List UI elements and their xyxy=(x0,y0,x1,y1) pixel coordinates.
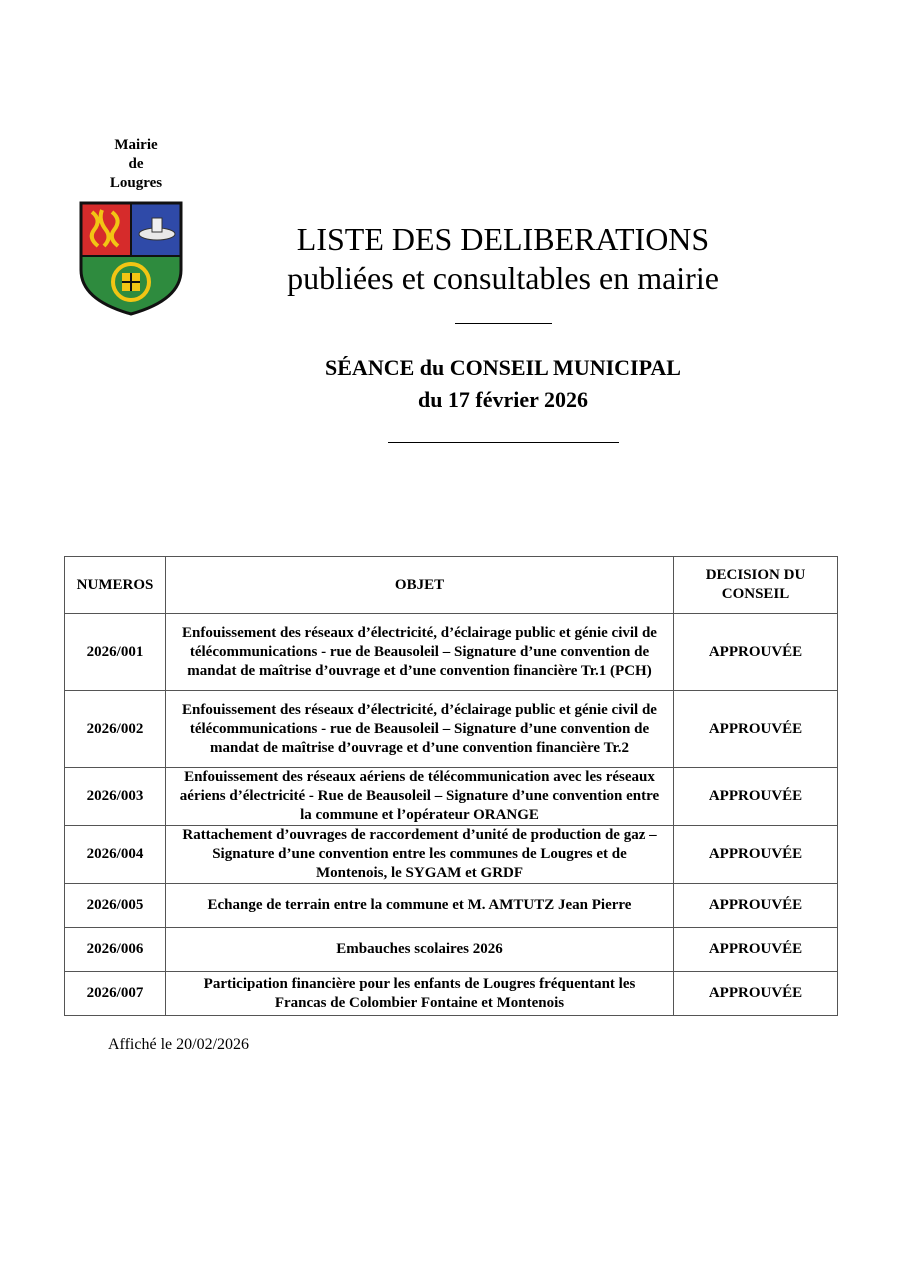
mairie-line-2: de xyxy=(128,156,144,172)
row-numero: 2026/006 xyxy=(65,928,166,972)
row-numero: 2026/003 xyxy=(65,768,166,826)
row-numero: 2026/001 xyxy=(65,614,166,691)
row-objet: Enfouissement des réseaux d’électricité, d’éclairage public et génie civil de télécommunications - rue de Beausoleil – Signature d’une convention de mandat de maîtrise d’ouvrage et d’une convention financière Tr.1 (PCH) xyxy=(166,614,674,691)
header-numeros: NUMEROS xyxy=(65,557,166,614)
table-header-row xyxy=(65,557,838,614)
seance-line-2: du 17 février 2026 xyxy=(417,387,589,412)
table-row xyxy=(65,768,838,826)
seance-line-1: SÉANCE du CONSEIL MUNICIPAL xyxy=(325,355,681,380)
row-objet: Enfouissement des réseaux d’électricité, d’éclairage public et génie civil de télécommunications - rue de Beausoleil – Signature d’une convention de mandat de maîtrise d’ouvrage et d’une convention financière Tr.2 xyxy=(166,691,674,768)
row-decision: APPROUVÉE xyxy=(674,614,838,691)
table-row xyxy=(65,972,838,1016)
mairie-line-3: Lougres xyxy=(109,175,163,191)
table-row xyxy=(65,928,838,972)
table-row xyxy=(65,826,838,884)
table-row xyxy=(65,614,838,691)
row-numero: 2026/004 xyxy=(65,826,166,884)
title-line-1: LISTE DES DELIBERATIONS xyxy=(296,221,710,257)
row-objet: Enfouissement des réseaux aériens de télécommunication avec les réseaux aériens d’électricité - Rue de Beausoleil – Signature d’une convention entre la commune et l’opérateur ORANGE xyxy=(166,768,674,826)
row-numero: 2026/007 xyxy=(65,972,166,1016)
seance-heading xyxy=(240,352,766,416)
row-objet: Echange de terrain entre la commune et M. AMTUTZ Jean Pierre xyxy=(166,884,674,928)
table-row xyxy=(65,691,838,768)
coat-of-arms-icon xyxy=(78,200,184,316)
row-decision: APPROUVÉE xyxy=(674,972,838,1016)
row-objet: Participation financière pour les enfants de Lougres fréquentant les Francas de Colombier Fontaine et Montenois xyxy=(166,972,674,1016)
row-decision: APPROUVÉE xyxy=(674,928,838,972)
table-row xyxy=(65,884,838,928)
mairie-line-1: Mairie xyxy=(114,137,158,153)
posted-date: Affiché le 20/02/2026 xyxy=(108,1036,250,1053)
row-objet: Rattachement d’ouvrages de raccordement d’unité de production de gaz – Signature d’une convention entre les communes de Lougres et de Montenois, le SYGAM et GRDF xyxy=(166,826,674,884)
row-decision: APPROUVÉE xyxy=(674,884,838,928)
header-objet: OBJET xyxy=(166,557,674,614)
row-numero: 2026/005 xyxy=(65,884,166,928)
row-objet: Embauches scolaires 2026 xyxy=(166,928,674,972)
title-line-2: publiées et consultables en mairie xyxy=(287,260,719,296)
seance-divider xyxy=(388,442,619,443)
header-decision: DECISION DU CONSEIL xyxy=(674,557,838,614)
row-decision: APPROUVÉE xyxy=(674,768,838,826)
row-decision: APPROUVÉE xyxy=(674,691,838,768)
mairie-label xyxy=(95,136,177,193)
row-numero: 2026/002 xyxy=(65,691,166,768)
page-title xyxy=(240,220,766,298)
title-divider xyxy=(455,323,552,324)
row-decision: APPROUVÉE xyxy=(674,826,838,884)
deliberations-table xyxy=(64,556,838,1016)
